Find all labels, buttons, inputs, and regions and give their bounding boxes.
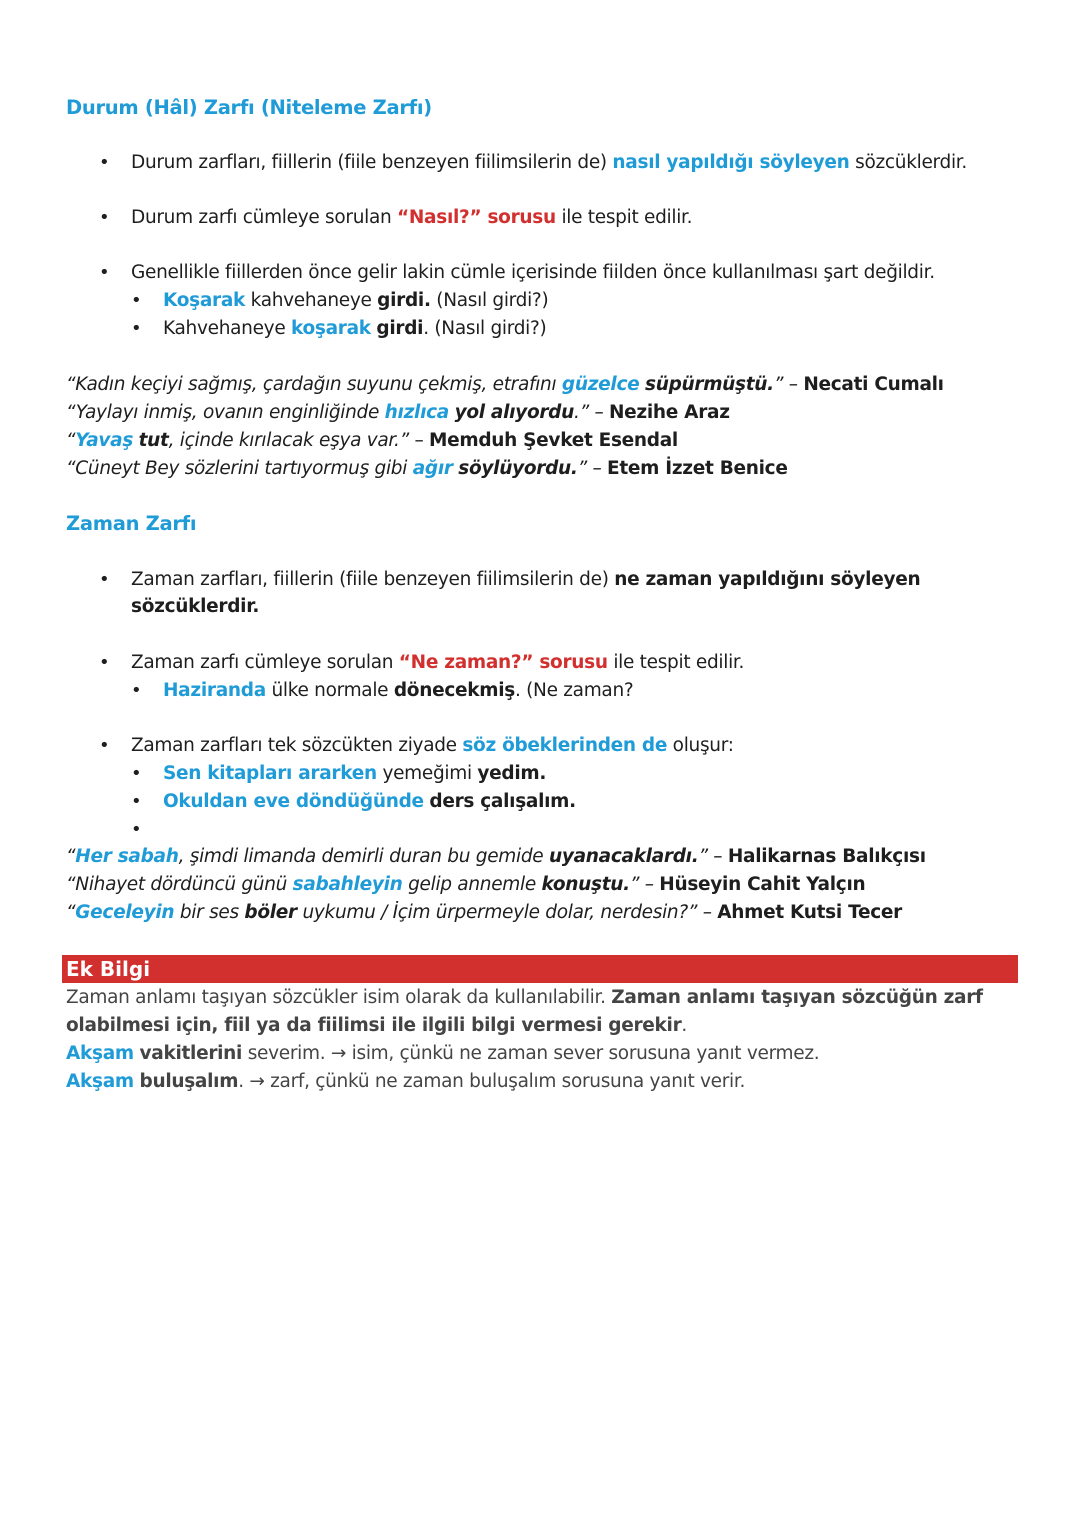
zaman-q2 — [66, 871, 865, 899]
text-run: sözcüklerdir. — [131, 596, 260, 617]
text-run: girdi — [376, 318, 424, 339]
text-run: yol alıyordu — [454, 402, 574, 423]
text-run: vakitlerini — [139, 1043, 243, 1064]
durum-ex1 — [163, 287, 548, 315]
text-run: Zaman Zarfı — [66, 512, 197, 535]
text-run: Ahmet Kutsi Tecer — [717, 902, 902, 923]
text-run: söz öbeklerinden de — [462, 735, 668, 756]
durum-b1 — [131, 149, 967, 177]
text-run: “ — [66, 902, 76, 923]
ek-bilgi-banner — [62, 955, 1018, 983]
text-run: . (Ne zaman? — [514, 680, 634, 701]
text-run: “Cüneyt Bey sözlerini tartıyormuş gibi — [66, 458, 413, 479]
zaman-b3 — [131, 732, 734, 760]
ek-bilgi-title: Ek Bilgi — [66, 957, 151, 981]
bullet-icon: • — [99, 207, 110, 228]
text-run: (Nasıl girdi?) — [430, 290, 549, 311]
text-run: uyanacaklardı. — [548, 846, 699, 867]
text-run: Halikarnas Balıkçısı — [727, 846, 926, 867]
text-run: böler — [244, 902, 297, 923]
bullet-icon: • — [131, 819, 142, 840]
text-run: ağır — [412, 458, 453, 479]
text-run: Necati Cumalı — [803, 374, 944, 395]
text-run: konuştu. — [541, 874, 630, 895]
text-run: sabahleyin — [292, 874, 403, 895]
text-run: yedim. — [477, 763, 547, 784]
text-run: oluşur: — [667, 735, 734, 756]
zaman-b1 — [131, 566, 920, 594]
text-run: Memduh Şevket Esendal — [429, 430, 678, 451]
text-run: Okuldan eve döndüğünde — [163, 791, 424, 812]
text-run: sözcüklerdir. — [849, 152, 967, 173]
zaman-heading — [66, 510, 196, 538]
durum-q4 — [66, 455, 788, 483]
zaman-ex2 — [163, 760, 546, 788]
text-run: Akşam — [66, 1043, 134, 1064]
text-run: ” – — [577, 458, 608, 479]
durum-q1 — [66, 371, 944, 399]
text-run: ” – — [698, 846, 728, 867]
text-run: yemeğimi — [376, 763, 478, 784]
text-run: Genellikle fiillerden önce gelir lakin cümle içerisinde fiilden önce kullanılması şart değildir. — [131, 262, 935, 283]
text-run: Durum zarfı cümleye sorulan — [131, 207, 398, 228]
ek-l2 — [66, 1012, 687, 1040]
text-run: “Yaylayı inmiş, ovanın enginliğinde — [66, 402, 385, 423]
bullet-icon: • — [99, 152, 110, 173]
text-run: “Ne zaman?” sorusu — [398, 652, 608, 673]
zaman-q1 — [66, 843, 926, 871]
bullet-icon: • — [99, 569, 110, 590]
text-run: bir ses — [174, 902, 245, 923]
text-run: Geceleyin — [75, 902, 175, 923]
text-run: buluşalım — [139, 1071, 239, 1092]
text-run: , şimdi limanda demirli duran bu gemide — [178, 846, 549, 867]
bullet-icon: • — [131, 318, 142, 339]
text-run: Durum zarfları, fiillerin (fiile benzeyen fiilimsilerin de) — [131, 152, 613, 173]
text-run: olabilmesi için, fiil ya da fiilimsi ile ilgili bilgi vermesi gerekir — [66, 1015, 682, 1036]
text-run: “ — [66, 430, 76, 451]
text-run: Hüseyin Cahit Yalçın — [659, 874, 866, 895]
text-run: “Kadın keçiyi sağmış, çardağın suyunu çekmiş, etrafını — [66, 374, 562, 395]
zaman-b2 — [131, 649, 744, 677]
text-run: “Nihayet dördüncü günü — [66, 874, 293, 895]
text-run: ” – — [629, 874, 660, 895]
text-run: Sen kitapları ararken — [163, 763, 377, 784]
zaman-b1-cont — [131, 593, 259, 621]
text-run: hızlıca — [384, 402, 449, 423]
text-run: ders çalışalım. — [429, 791, 576, 812]
text-run: koşarak — [290, 318, 371, 339]
ek-l1 — [66, 984, 983, 1012]
bullet-icon: • — [131, 680, 142, 701]
text-run: “Nasıl?” sorusu — [397, 207, 556, 228]
text-run: ” – — [773, 374, 804, 395]
durum-q2 — [66, 399, 730, 427]
ek-l4 — [66, 1068, 745, 1096]
text-run: Zaman anlamı taşıyan sözcüğün zarf — [611, 987, 983, 1008]
text-run: Zaman anlamı taşıyan sözcükler isim olarak da kullanılabilir. — [66, 987, 612, 1008]
text-run: ile tespit edilir. — [607, 652, 745, 673]
text-run: girdi. — [377, 290, 431, 311]
text-run: ne zaman yapıldığını söyleyen — [614, 569, 921, 590]
text-run: severim. → isim, çünkü ne zaman sever sorusuna yanıt vermez. — [242, 1043, 820, 1064]
durum-heading — [66, 94, 432, 122]
text-run: süpürmüştü. — [644, 374, 774, 395]
text-run: ülke normale — [265, 680, 394, 701]
text-run: Kahvehaneye — [163, 318, 291, 339]
bullet-icon: • — [131, 290, 142, 311]
text-run: .” – — [574, 402, 609, 423]
text-run: Yavaş — [75, 430, 134, 451]
text-run: söylüyordu. — [458, 458, 578, 479]
zaman-q3 — [66, 899, 902, 927]
durum-b2 — [131, 204, 692, 232]
text-run: Akşam — [66, 1071, 134, 1092]
text-run: , içinde kırılacak eşya var.” – — [168, 430, 429, 451]
text-run: . → zarf, çünkü ne zaman buluşalım sorusuna yanıt verir. — [238, 1071, 746, 1092]
text-run: Nezihe Araz — [608, 402, 730, 423]
bullet-icon: • — [99, 735, 110, 756]
text-run: . (Nasıl girdi?) — [423, 318, 547, 339]
bullet-icon: • — [131, 791, 142, 812]
text-run: . — [681, 1015, 687, 1036]
text-run: uykumu / İçim ürpermeyle dolar, nerdesin?” – — [296, 902, 718, 923]
bullet-icon: • — [99, 262, 110, 283]
text-run: dönecekmiş — [393, 680, 515, 701]
text-run: güzelce — [561, 374, 640, 395]
text-run: tut — [138, 430, 169, 451]
text-run: Durum (Hâl) Zarfı (Niteleme Zarfı) — [66, 96, 432, 119]
bullet-icon: • — [131, 763, 142, 784]
durum-q3 — [66, 427, 678, 455]
text-run: Zaman zarfları tek sözcükten ziyade — [131, 735, 463, 756]
ek-l3 — [66, 1040, 819, 1068]
text-run: Her sabah — [75, 846, 179, 867]
text-run: kahvehaneye — [245, 290, 378, 311]
text-run: ile tespit edilir. — [555, 207, 693, 228]
text-run: nasıl yapıldığı söyleyen — [612, 152, 850, 173]
zaman-ex3 — [163, 788, 576, 816]
durum-ex2 — [163, 315, 546, 343]
text-run: Zaman zarfları, fiillerin (fiile benzeyen fiilimsilerin de) — [131, 569, 615, 590]
text-run: gelip annemle — [402, 874, 542, 895]
text-run: Zaman zarfı cümleye sorulan — [131, 652, 399, 673]
text-run: “ — [66, 846, 76, 867]
text-run: Etem İzzet Benice — [607, 458, 788, 479]
bullet-icon: • — [99, 652, 110, 673]
text-run: Koşarak — [163, 290, 246, 311]
durum-b3 — [131, 259, 935, 287]
text-run: Haziranda — [163, 680, 266, 701]
zaman-ex1 — [163, 677, 633, 705]
